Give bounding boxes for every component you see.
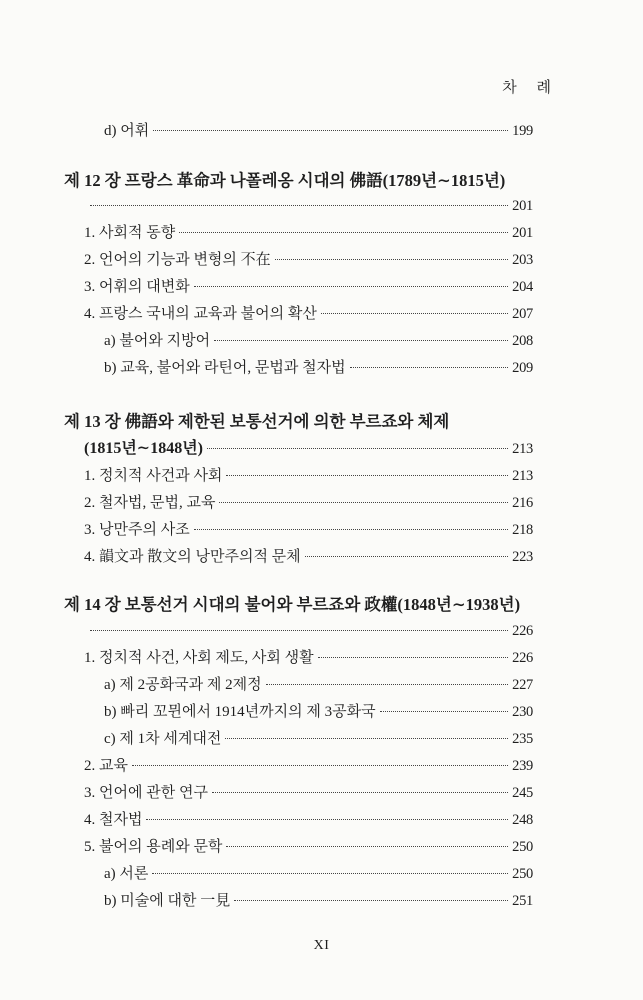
toc-entry[interactable] [84, 222, 533, 244]
chapter-14-page-row[interactable] [90, 620, 533, 642]
toc-entry-page: 223 [512, 549, 533, 565]
chapter-page: 213 [512, 441, 533, 457]
toc-entry-label: c) 제 1차 세계대전 [104, 731, 222, 747]
toc-entry-page: 227 [512, 677, 533, 693]
toc-entry-page: 201 [512, 225, 533, 241]
chapter-13-title-continued: (1815년∼1848년) [84, 440, 203, 457]
chapter-12-page-row[interactable] [90, 195, 533, 217]
toc-entry[interactable] [104, 863, 533, 885]
toc-entry-page: 239 [512, 758, 533, 774]
dot-leader [132, 765, 508, 766]
toc-entry[interactable] [104, 890, 533, 912]
toc-entry-page: 216 [512, 495, 533, 511]
dot-leader [153, 130, 508, 131]
running-header: 차 례 [502, 80, 559, 96]
dot-leader [350, 367, 509, 368]
dot-leader [194, 529, 508, 530]
toc-entry[interactable] [84, 249, 533, 271]
toc-entry[interactable] [104, 728, 533, 750]
toc-entry[interactable] [84, 755, 533, 777]
dot-leader [225, 738, 508, 739]
toc-entry-page: 245 [512, 785, 533, 801]
toc-entry[interactable] [84, 519, 533, 541]
toc-entry-label: 4. 프랑스 국내의 교육과 불어의 확산 [84, 306, 317, 322]
toc-entry[interactable] [84, 809, 533, 831]
toc-entry[interactable] [104, 701, 533, 723]
dot-leader [207, 448, 508, 449]
dot-leader [318, 657, 509, 658]
toc-entry-label: b) 빠리 꼬뮌에서 1914년까지의 제 3공화국 [104, 704, 376, 720]
chapter-page: 226 [512, 623, 533, 639]
toc-entry-label: 2. 언어의 기능과 변형의 不在 [84, 252, 271, 268]
toc-entry[interactable] [104, 357, 533, 379]
dot-leader [266, 684, 509, 685]
toc-entry-label: a) 불어와 지방어 [104, 333, 211, 349]
chapter-page: 201 [512, 198, 533, 214]
toc-entry-page: 203 [512, 252, 533, 268]
toc-entry[interactable] [84, 836, 533, 858]
toc-entry-page: 248 [512, 812, 533, 828]
dot-leader [380, 711, 509, 712]
toc-entry-label: b) 교육, 불어와 라틴어, 문법과 철자법 [104, 360, 346, 376]
dot-leader [194, 286, 508, 287]
toc-entry-page: 207 [512, 306, 533, 322]
toc-entry-label: 3. 어휘의 대변화 [84, 279, 190, 295]
toc-entry[interactable] [84, 647, 533, 669]
toc-entry-page: 226 [512, 650, 533, 666]
toc-entry[interactable] [84, 276, 533, 298]
dot-leader [219, 502, 508, 503]
toc-entry-label: 4. 韻文과 散文의 낭만주의적 문체 [84, 549, 301, 565]
dot-leader [226, 846, 508, 847]
chapter-12-title[interactable]: 제 12 장 프랑스 革命과 나폴레옹 시대의 佛語(1789년∼1815년) [64, 171, 506, 190]
chapter-13-page-row[interactable] [84, 438, 533, 460]
toc-entry-label: a) 제 2공화국과 제 2제정 [104, 677, 262, 693]
dot-leader [214, 340, 508, 341]
toc-entry-page: 230 [512, 704, 533, 720]
toc-entry-label: 1. 정치적 사건, 사회 제도, 사회 생활 [84, 650, 314, 666]
toc-entry[interactable] [104, 674, 533, 696]
dot-leader [179, 232, 508, 233]
toc-entry-label: 5. 불어의 용례와 문학 [84, 839, 223, 855]
toc-entry[interactable] [84, 782, 533, 804]
toc-entry-label: 1. 정치적 사건과 사회 [84, 468, 223, 484]
dot-leader [152, 873, 508, 874]
toc-entry[interactable] [84, 492, 533, 514]
toc-entry-label: 1. 사회적 동향 [84, 225, 176, 241]
dot-leader [212, 792, 508, 793]
toc-entry-label: 3. 언어에 관한 연구 [84, 785, 208, 801]
toc-entry-page: 208 [512, 333, 533, 349]
dot-leader [146, 819, 508, 820]
toc-entry-label: 3. 낭만주의 사조 [84, 522, 190, 538]
toc-entry-label: 4. 철자법 [84, 812, 143, 828]
toc-entry-page: 251 [512, 893, 533, 909]
toc-entry[interactable] [84, 303, 533, 325]
toc-entry-label: a) 서론 [104, 866, 149, 882]
dot-leader [226, 475, 508, 476]
toc-entry-label: b) 미술에 대한 一見 [104, 893, 231, 909]
dot-leader [234, 900, 508, 901]
toc-entry-label: 2. 철자법, 문법, 교육 [84, 495, 216, 511]
toc-entry-page: 218 [512, 522, 533, 538]
toc-entry-page: 235 [512, 731, 533, 747]
toc-entry-page: 250 [512, 839, 533, 855]
toc-entry-label: d) 어휘 [104, 123, 150, 139]
dot-leader [321, 313, 508, 314]
toc-entry[interactable] [104, 120, 533, 142]
page-number: XI [313, 938, 330, 953]
dot-leader [90, 205, 508, 206]
toc-entry-page: 199 [512, 123, 533, 139]
toc-entry[interactable] [104, 330, 533, 352]
toc-entry-page: 213 [512, 468, 533, 484]
toc-entry-page: 209 [512, 360, 533, 376]
dot-leader [90, 630, 508, 631]
chapter-13-title[interactable]: 제 13 장 佛語와 제한된 보통선거에 의한 부르죠와 체제 [64, 412, 450, 431]
toc-entry[interactable] [84, 546, 533, 568]
toc-entry[interactable] [84, 465, 533, 487]
toc-entry-page: 250 [512, 866, 533, 882]
chapter-14-title[interactable]: 제 14 장 보통선거 시대의 불어와 부르죠와 政權(1848년∼1938년) [64, 595, 521, 614]
dot-leader [275, 259, 508, 260]
dot-leader [305, 556, 508, 557]
toc-entry-label: 2. 교육 [84, 758, 128, 774]
toc-entry-page: 204 [512, 279, 533, 295]
